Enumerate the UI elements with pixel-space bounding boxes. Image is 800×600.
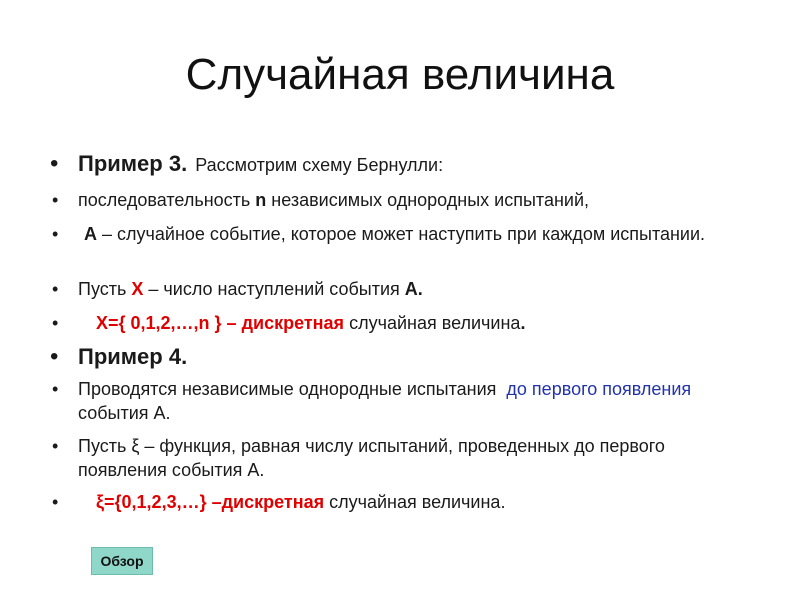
bullet-example-4 [50, 343, 760, 371]
bullet-event-a [52, 222, 740, 246]
bullet-icon: • [52, 313, 59, 333]
sequence-text-pre: последовательность [78, 190, 256, 210]
trials-highlight: до первого появления [506, 379, 692, 399]
bullet-trials [52, 377, 740, 425]
bullet-icon: • [52, 279, 59, 299]
bullet-xi-function [52, 434, 750, 482]
bullet-icon: • [52, 379, 59, 399]
xi-set-formula: ξ={0,1,2,3,…} –дискретная [96, 492, 325, 512]
event-a-text: – случайное событие, которое может наступить при каждом испытании. [97, 224, 706, 244]
example-3-label: Пример 3. [78, 151, 188, 176]
bullet-icon: • [52, 436, 59, 456]
let-x-pre: Пусть [78, 279, 132, 299]
x-set-dot: . [520, 313, 526, 333]
bullet-x-set [52, 311, 760, 335]
let-x-symbol: X [131, 279, 144, 299]
sequence-n: n [255, 190, 267, 210]
bullet-icon: • [52, 224, 59, 244]
x-set-formula: X={ 0,1,2,…,n } – дискретная [96, 313, 345, 333]
bullet-icon-red: • [52, 492, 59, 512]
bullet-example-3 [50, 150, 760, 179]
example-4-label: Пример 4. [78, 344, 188, 369]
bullet-icon: • [50, 343, 59, 370]
event-a-letter: A [84, 224, 97, 244]
bullet-icon: • [52, 190, 59, 210]
slide-title: Случайная величина [185, 50, 615, 99]
xi-set-rest: случайная величина. [324, 492, 506, 512]
example-3-text: Рассмотрим схему Бернулли: [195, 155, 444, 175]
xi-function-text: Пусть ξ – функция, равная числу испытаний, проведенных до первого появления события А. [78, 436, 665, 480]
bullet-sequence [52, 188, 760, 212]
trials-text-post: события А. [78, 403, 171, 423]
x-set-rest: случайная величина [344, 313, 521, 333]
trials-text-pre: Проводятся независимые однородные испытания [78, 379, 507, 399]
bullet-let-x [52, 277, 760, 301]
review-button[interactable]: Обзор [91, 547, 153, 575]
bullet-icon: • [50, 150, 59, 177]
let-x-event: A. [404, 279, 423, 299]
sequence-text-post: независимых однородных испытаний, [266, 190, 590, 210]
bullet-xi-set [52, 490, 760, 514]
let-x-mid: – число наступлений события [143, 279, 405, 299]
